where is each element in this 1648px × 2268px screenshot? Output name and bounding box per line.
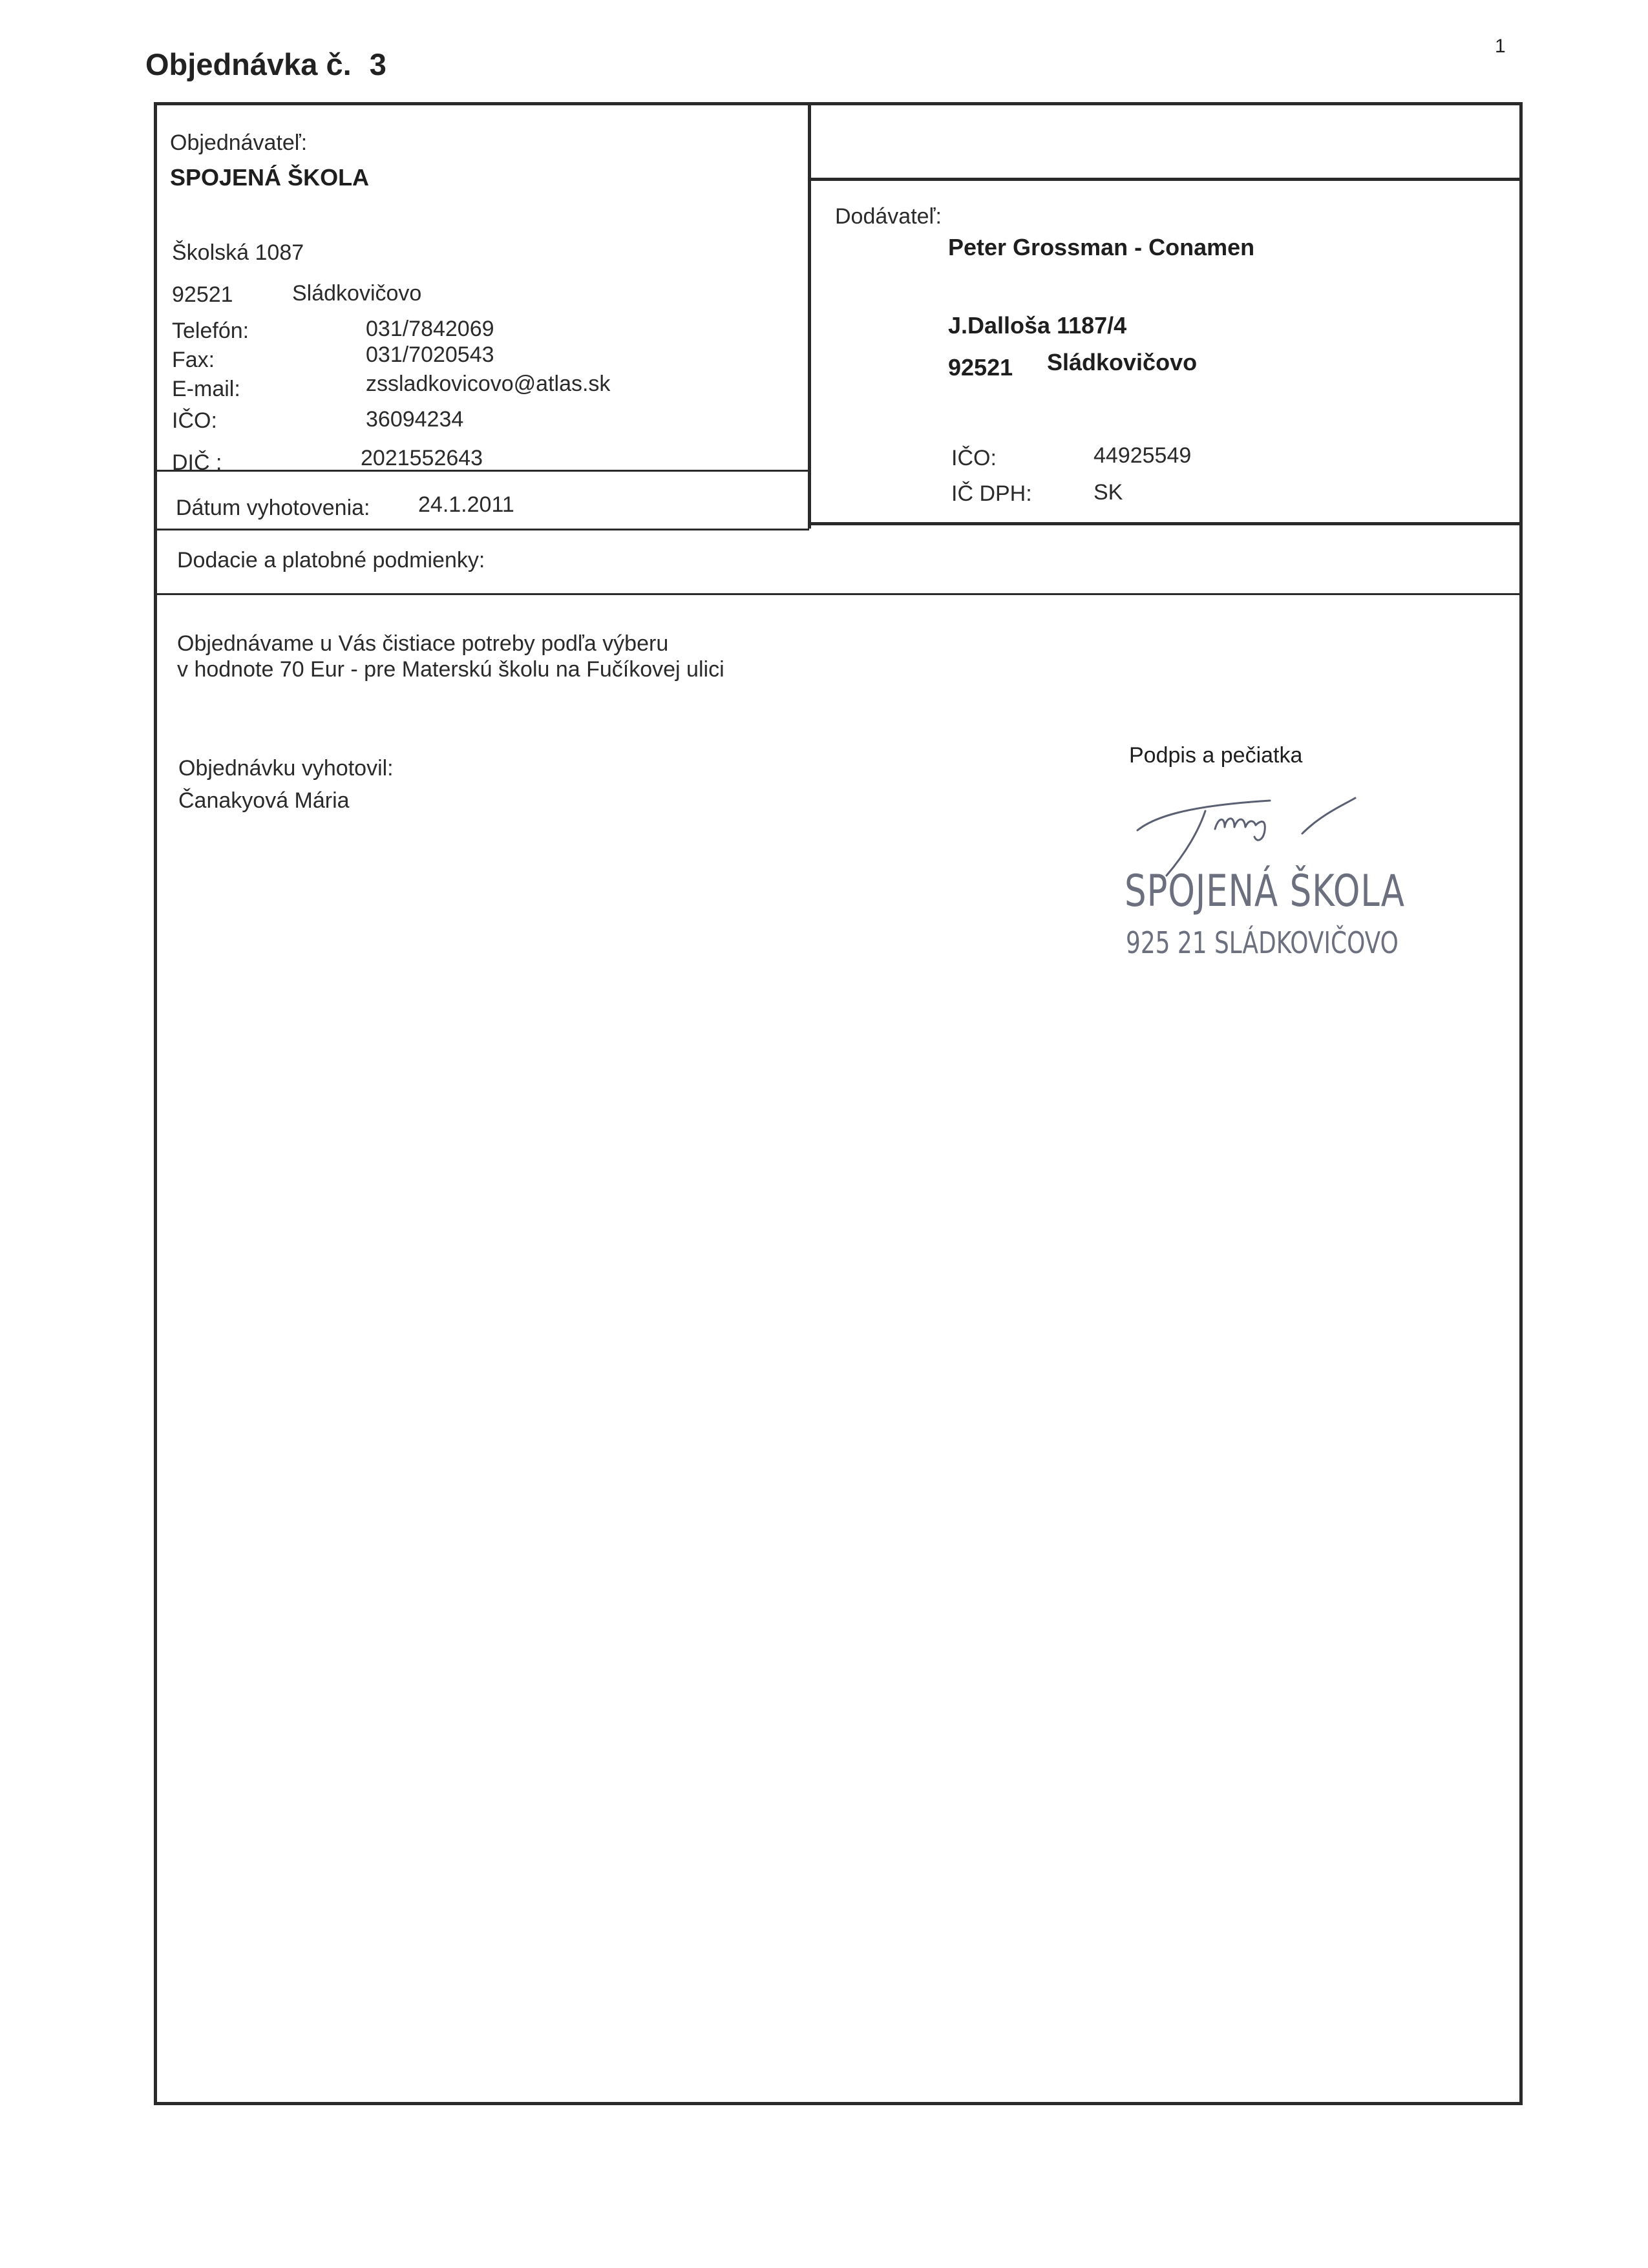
email-label: E-mail: bbox=[172, 377, 240, 401]
terms-rule bbox=[154, 593, 1523, 595]
supplier-ico-label: IČO: bbox=[951, 446, 997, 470]
buyer-zip: 92521 bbox=[172, 282, 233, 307]
date-rule bbox=[154, 529, 809, 530]
supplier-label: Dodávateľ: bbox=[835, 204, 942, 229]
fax-label: Fax: bbox=[172, 348, 215, 372]
title-label: Objednávka č. bbox=[145, 47, 352, 81]
column-divider bbox=[808, 102, 811, 529]
supplier-ico-value: 44925549 bbox=[1093, 443, 1192, 468]
icdph-label: IČ DPH: bbox=[951, 481, 1032, 506]
phone-value: 031/7842069 bbox=[366, 317, 494, 341]
buyer-street: Školská 1087 bbox=[172, 240, 304, 265]
order-number: 3 bbox=[369, 47, 386, 81]
prepared-by-name: Čanakyová Mária bbox=[178, 788, 350, 813]
buyer-ico-value: 36094234 bbox=[366, 407, 464, 432]
date-label: Dátum vyhotovenia: bbox=[176, 496, 370, 520]
supplier-city: Sládkovičovo bbox=[1047, 349, 1198, 375]
fax-value: 031/7020543 bbox=[366, 342, 494, 367]
buyer-name: SPOJENÁ ŠKOLA bbox=[170, 164, 370, 191]
buyer-ico-label: IČO: bbox=[172, 408, 217, 433]
signature-label: Podpis a pečiatka bbox=[1129, 743, 1303, 768]
date-value: 24.1.2011 bbox=[418, 492, 514, 517]
dic-label: DIČ : bbox=[172, 450, 222, 475]
prepared-by-label: Objednávku vyhotovil: bbox=[178, 756, 394, 781]
buyer-city: Sládkovičovo bbox=[292, 281, 422, 306]
dic-value: 2021552643 bbox=[361, 446, 483, 470]
supplier-name: Peter Grossman - Conamen bbox=[948, 234, 1255, 260]
buyer-label: Objednávateľ: bbox=[170, 131, 308, 155]
document-title bbox=[145, 47, 386, 82]
supplier-box-top-rule bbox=[808, 178, 1523, 181]
supplier-box-bottom-rule bbox=[808, 522, 1523, 525]
page-number: 1 bbox=[1495, 36, 1506, 57]
form-frame bbox=[154, 102, 1523, 2105]
order-text-line1: Objednávame u Vás čistiace potreby podľa výberu bbox=[177, 631, 669, 656]
terms-label: Dodacie a platobné podmienky: bbox=[177, 548, 485, 572]
phone-label: Telefón: bbox=[172, 319, 249, 343]
stamp-line2: 925 21 SLÁDKOVIČOVO bbox=[1126, 925, 1399, 960]
stamp-line1: SPOJENÁ ŠKOLA bbox=[1125, 866, 1405, 917]
school-stamp bbox=[1125, 866, 1486, 969]
supplier-zip: 92521 bbox=[948, 354, 1013, 381]
supplier-street: J.Dalloša 1187/4 bbox=[948, 312, 1127, 339]
email-value: zssladkovicovo@atlas.sk bbox=[366, 372, 611, 396]
icdph-value: SK bbox=[1093, 480, 1123, 505]
order-text-line2: v hodnote 70 Eur - pre Materskú školu na Fučíkovej ulici bbox=[177, 657, 724, 682]
